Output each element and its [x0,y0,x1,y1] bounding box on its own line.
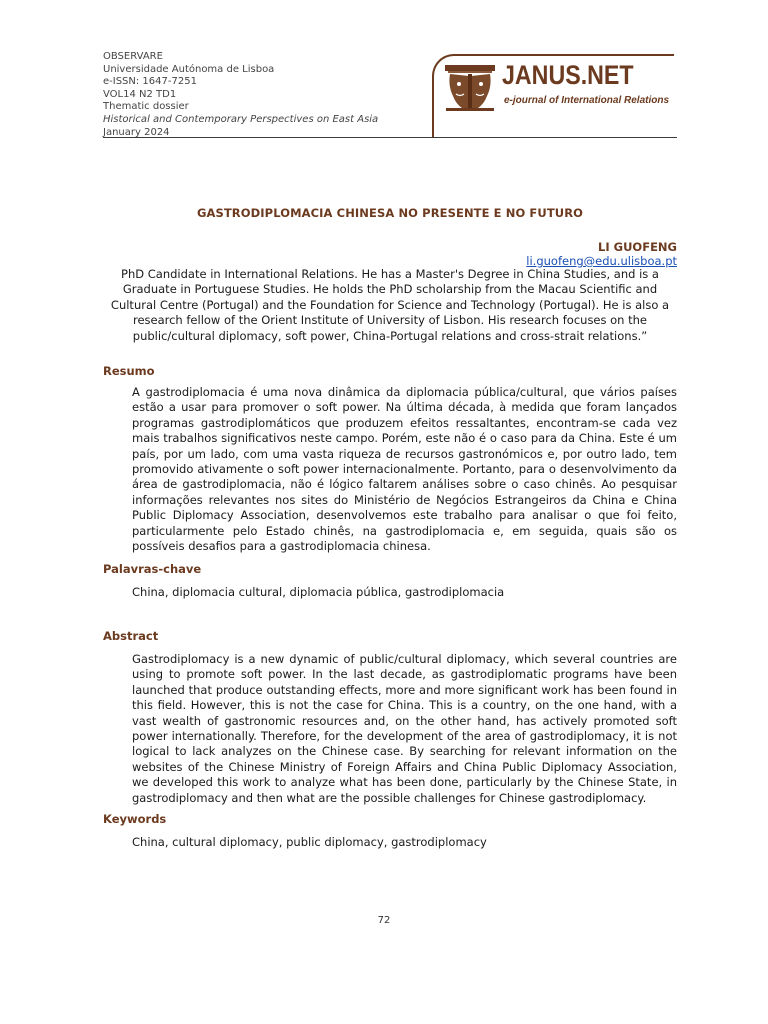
abstract-heading: Abstract [103,629,159,643]
dossier-title: Historical and Contemporary Perspectives on East Asia [103,113,379,125]
janus-logo [432,54,678,136]
university-name: Universidade Autónoma de Lisboa [103,63,275,75]
dossier-type: Thematic dossier [103,101,189,113]
journal-name: OBSERVARE [103,51,163,62]
author-bio: PhD Candidate in International Relations. He has a Master's Degree in China Studies, and is a Graduate in Portuguese Studies. He holds the PhD scholarship from the Macau Scientific and Cultural Centre (Portugal) and the Foundation for Science and Technology (Portugal). He is also a research fellow of the Orient Institute of University of Lisbon. His research focuses on the public/cultural diplomacy, soft power, China-Portugal relations and cross-strait relations.” [110,267,670,343]
article-title: GASTRODIPLOMACIA CHINESA NO PRESENTE E NO FUTURO [196,206,584,220]
header-divider [103,137,677,138]
palavras-chave-text: China, diplomacia cultural, diplomacia pública, gastrodiplomacia [132,585,505,599]
author-email-link[interactable]: li.guofeng@edu.ulisboa.pt [526,254,677,268]
volume: VOL14 N2 TD1 [103,88,177,100]
resumo-text: A gastrodiplomacia é uma nova dinâmica da diplomacia pública/cultural, que vários países estão a usar para promover o soft power. Na última década, à medida que foram lançados programas gastrodiplomáticos que produzem efeitos ressaltantes, encontram-se cada vez mais trabalhos significativos neste campo. Porém, este não é o caso para da China. Este é um país, por um lado, com uma vasta riqueza de recursos gastronómicos e, por outro lado, tem promovido ativamente o soft power internacionalmente. Portanto, para o desenvolvimento da área de gastrodiplomacia, não é lógico faltarem análises sobre o caso chinês. Ao pesquisar informações relevantes nos sites do Ministério de Negócios Estrangeiros da China e China Public Diplomacy Association, desenvolvemos este trabalho para analisar o que foi feito, particularmente pelo Estado chinês, na gastrodiplomacia e, em seguida, quais são os possíveis desafios para a gastrodiplomacia chinesa. [132,385,677,554]
journal-metadata [103,51,378,139]
abstract-text: Gastrodiplomacy is a new dynamic of public/cultural diplomacy, which several countries are using to promote soft power. In the last decade, as gastrodiplomatic programs have been launched that produce outstanding effects, more and more significant work has been found in this field. However, this is not the case for China. This is a country, on the one hand, with a vast wealth of gastronomic resources and, on the other hand, has actively promoted soft power internationally. Therefore, for the development of the area of gastrodiplomacy, it is not logical to lack analyzes on the Chinese case. By searching for relevant information on the websites of the Chinese Ministry of Foreign Affairs and China Public Diplomacy Association, we developed this work to analyze what has been done, particularly by the Chinese State, in gastrodiplomacy and then what are the possible challenges for Chinese gastrodiplomacy. [132,652,677,805]
keywords-text: China, cultural diplomacy, public diplomacy, gastrodiplomacy [132,835,487,849]
keywords-heading: Keywords [103,812,167,826]
issn: e-ISSN: 1647-7251 [103,76,197,88]
page-number: 72 [377,915,391,926]
palavras-chave-heading: Palavras-chave [103,562,202,576]
logo-subtitle: e-journal of International Relations [504,95,670,106]
janus-masks-icon [444,64,496,112]
author-name: LI GUOFENG [598,240,677,254]
resumo-heading: Resumo [103,364,155,378]
issue-date: January 2024 [103,126,170,138]
logo-title: JANUS.NET [502,60,634,90]
